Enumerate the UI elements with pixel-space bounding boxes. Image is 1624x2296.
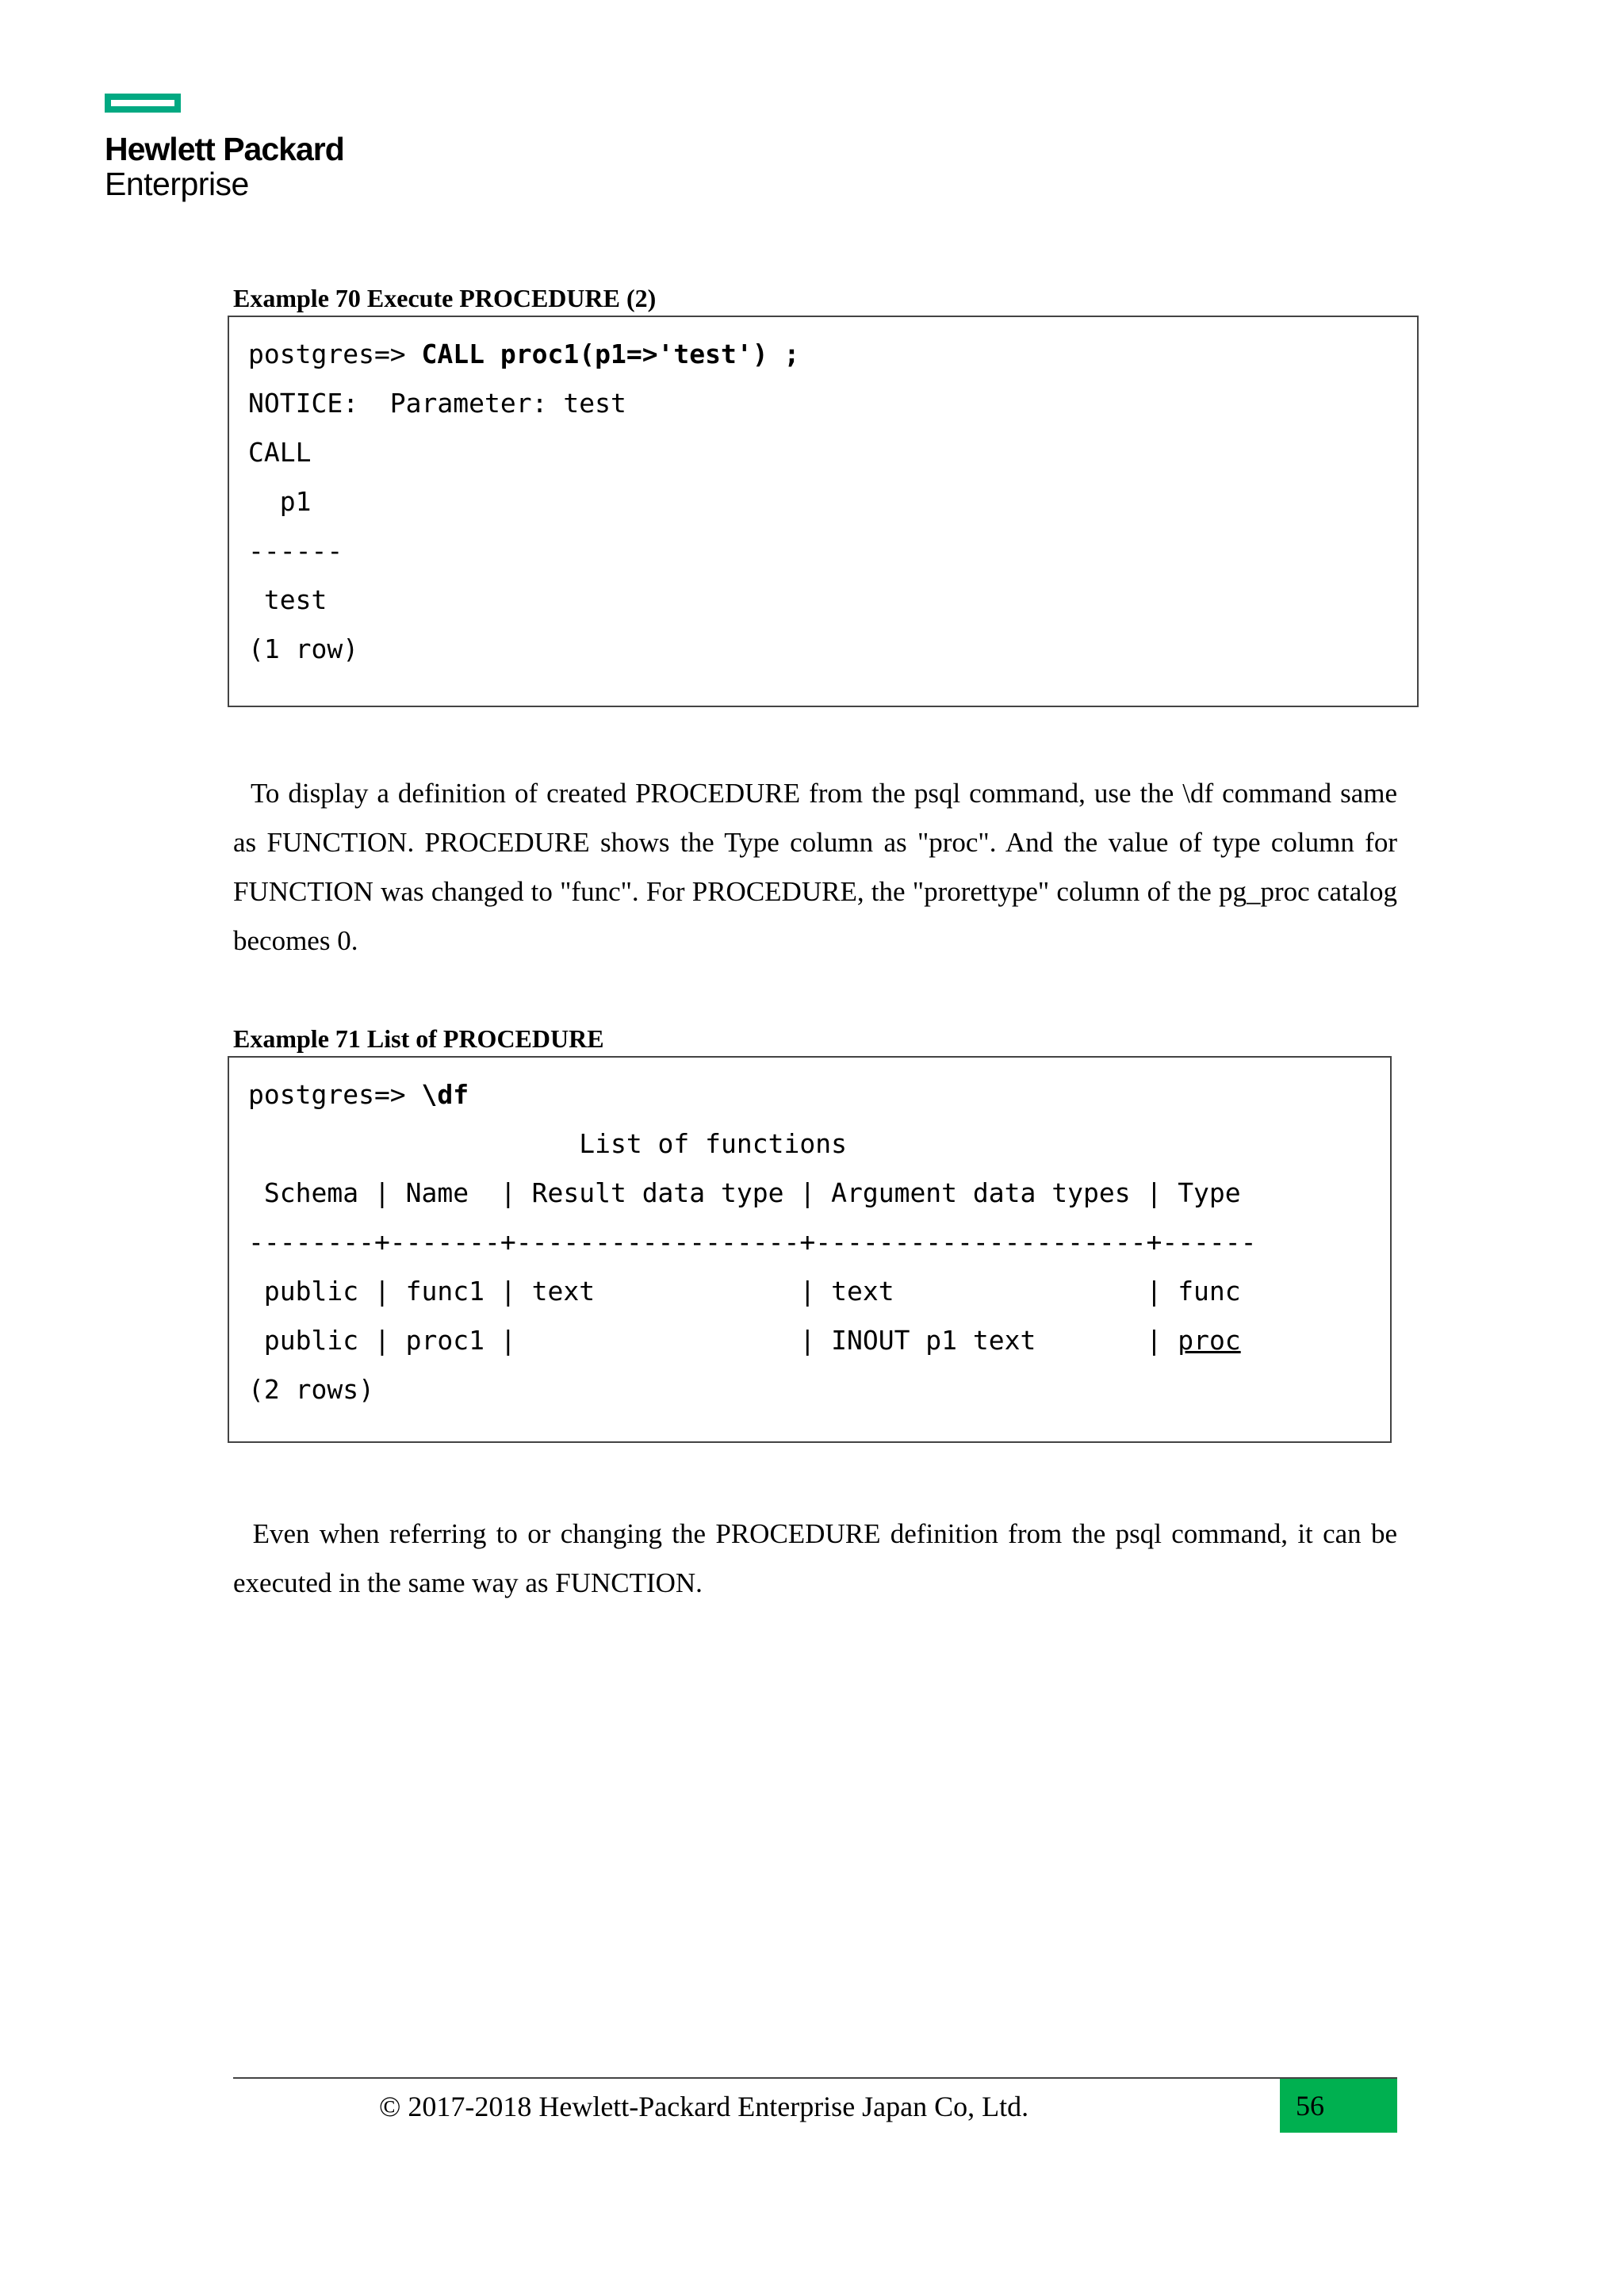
code-line: p1 xyxy=(248,486,312,517)
hpe-logo-bar-icon xyxy=(105,94,181,113)
code-line-header: Schema | Name | Result data type | Argument data types | Type xyxy=(248,1177,1241,1208)
code-command: \df xyxy=(421,1079,469,1110)
example-71-code-box xyxy=(228,1056,1392,1443)
footer-copyright: © 2017-2018 Hewlett-Packard Enterprise Japan Co, Ltd. xyxy=(379,2091,1029,2122)
example-70-code-box xyxy=(228,316,1419,707)
paragraph-procedure-definition xyxy=(233,1510,1397,1608)
page-number: 56 xyxy=(1280,2079,1397,2133)
code-line-command xyxy=(248,330,1417,379)
paragraph-text: To display a definition of created PROCEDURE from the psql command, use the \df command same as FUNCTION. PROCEDURE shows the Type column as "proc". And the value of type column for FUNCTION was changed to "func". For PROCEDURE, the "prorettype" column of the pg_proc catalog becomes 0. xyxy=(233,778,1397,956)
footer-divider xyxy=(233,2077,1397,2079)
code-line: NOTICE: Parameter: test xyxy=(248,388,626,419)
code-prompt: postgres=> xyxy=(248,339,422,369)
code-line: test xyxy=(248,584,327,615)
code-line-separator: --------+-------+------------------+---------------------+------ xyxy=(248,1226,1257,1257)
code-command: CALL proc1(p1=>'test') ; xyxy=(421,339,800,369)
code-line: (1 row) xyxy=(248,633,359,664)
code-row-prefix: public | proc1 | | INOUT p1 text | xyxy=(248,1325,1178,1356)
code-line-row: public | func1 | text | text | func xyxy=(248,1276,1241,1307)
hpe-logo xyxy=(105,94,344,201)
code-line-command xyxy=(248,1070,1390,1119)
code-prompt: postgres=> xyxy=(248,1079,422,1110)
logo-text-line2: Enterprise xyxy=(105,166,249,202)
code-line: ------ xyxy=(248,535,343,566)
example-71-caption: Example 71 List of PROCEDURE xyxy=(233,1024,604,1053)
code-line-title: List of functions xyxy=(248,1128,847,1159)
paragraph-text: Even when referring to or changing the PROCEDURE definition from the psql command, it can be executed in the same way as FUNCTION. xyxy=(233,1518,1397,1598)
logo-text-line1: Hewlett Packard xyxy=(105,131,344,167)
code-line-row xyxy=(248,1316,1390,1365)
code-line: CALL xyxy=(248,437,312,468)
example-70-caption: Example 70 Execute PROCEDURE (2) xyxy=(233,284,657,312)
code-line-footer: (2 rows) xyxy=(248,1374,374,1405)
paragraph-df-description xyxy=(233,769,1397,966)
code-row-type: proc xyxy=(1178,1325,1241,1356)
